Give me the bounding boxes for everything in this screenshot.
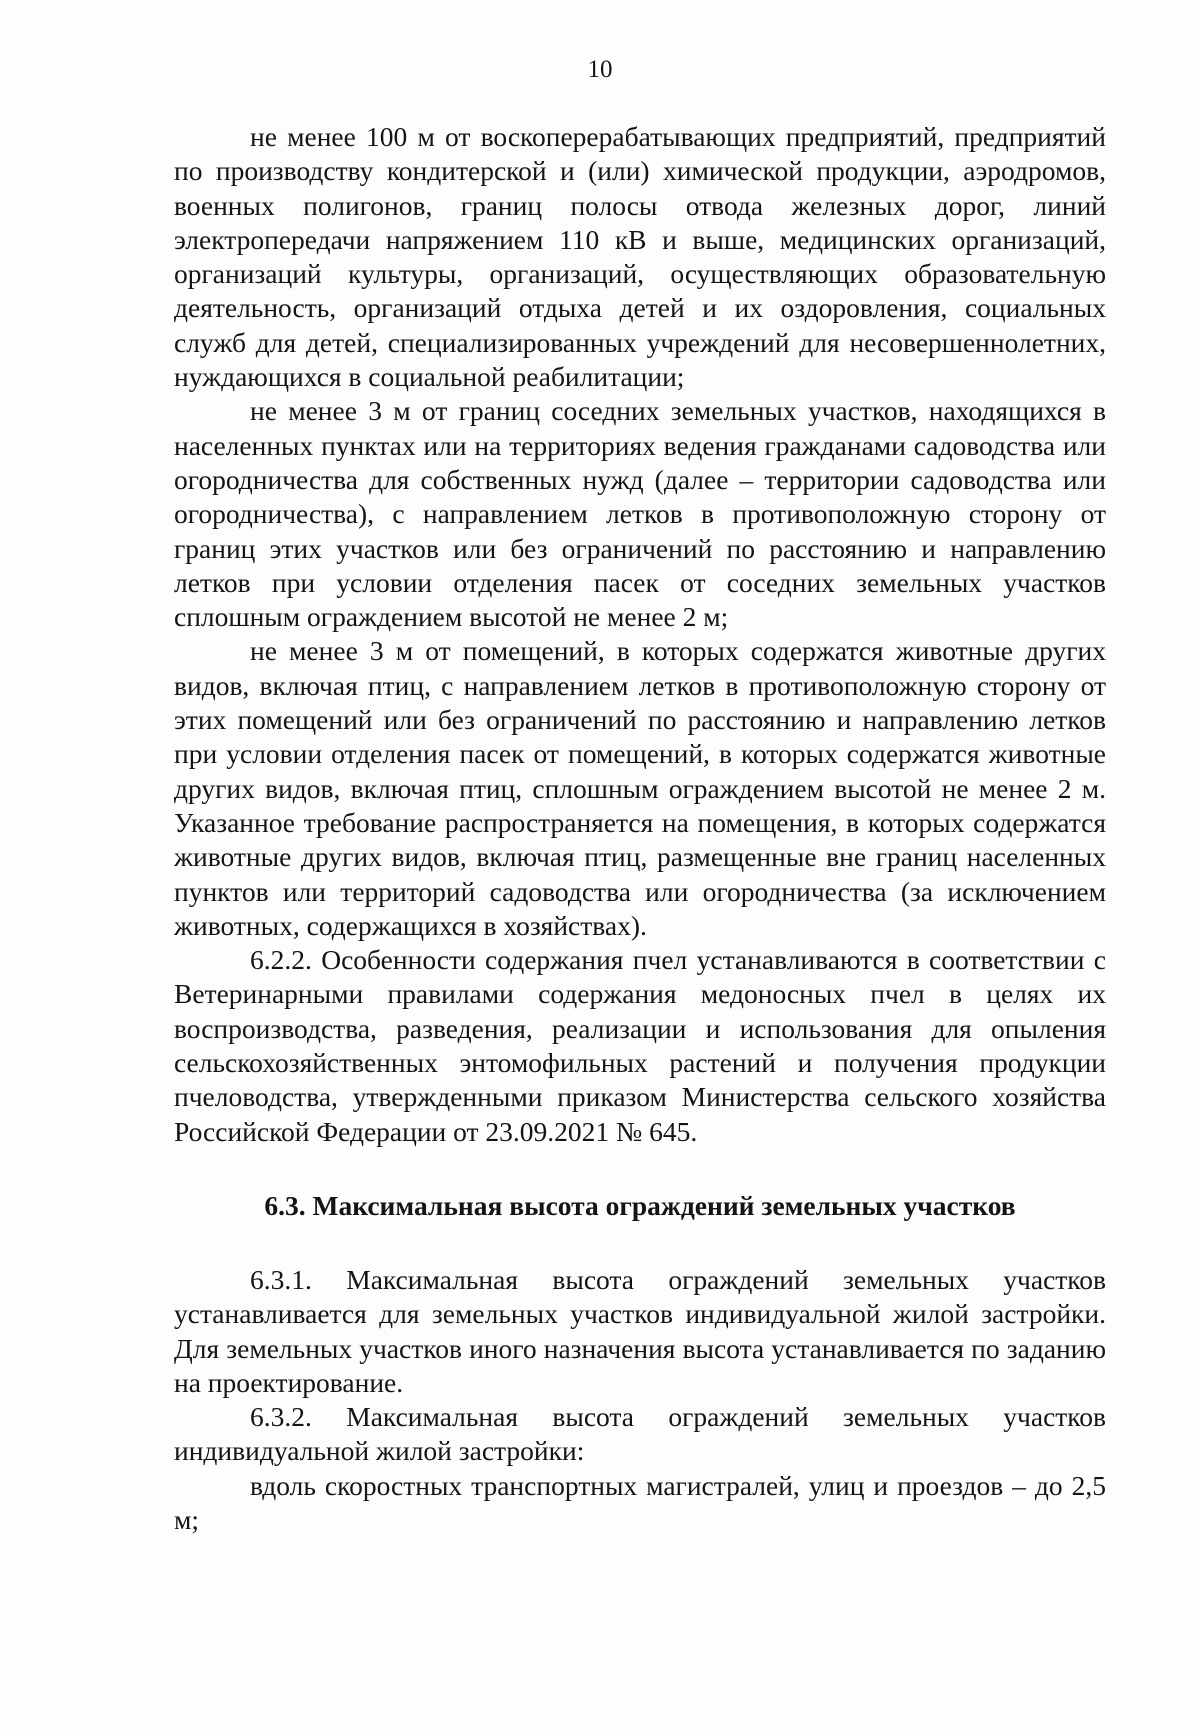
paragraph-6-3-1: 6.3.1. Максимальная высота ограждений земельных участков устанавливается для земельных участков индивидуальной жилой застройки. Для земельных участков иного назначения высота устанавливается по заданию на проектирование. [174,1263,1106,1398]
paragraph-apiary-distance-neighbor-plots: не менее 3 м от границ соседних земельных участков, находящихся в населенных пунктах или на территориях ведения гражданами садоводства или огородничества для собственных нужд (далее – территории садоводства или огородничества), с направлением летков в противоположную сторону от границ этих участков или без ограничений по расстоянию и направлению летков при условии отделения пасек от соседних земельных участков сплошным ограждением высотой не менее 2 м; [174,395,1106,633]
paragraph-apiary-distance-enterprises: не менее 100 м от воскоперерабатывающих предприятий, предприятий по производству кондитерской и (или) химической продукции, аэродромов, военных полигонов, границ полосы отвода железных дорог, линий электропередачи напряжением 110 кВ и выше, медицинских организаций, организаций культуры, организаций, осуществляющих образовательную деятельность, организаций отдыха детей и их оздоровления, социальных служб для детей, специализированных учреждений для несовершеннолетних, нуждающихся в социальной реабилитации; [174,121,1106,393]
paragraph-apiary-distance-animal-premises: не менее 3 м от помещений, в которых содержатся животные других видов, включая птиц, с направлением летков в противоположную сторону от этих помещений или без ограничений по расстоянию и направлению летков при условии отделения пасек от помещений, в которых содержатся животные других видов, включая птиц, сплошным ограждением высотой не менее 2 м. Указанное требование распространяется на помещения, в которых содержатся животные других видов, включая птиц, размещенные вне границ населенных пунктов или территорий садоводства или огородничества (за исключением животных, содержащихся в хозяйствах). [174,635,1106,941]
section-heading-6-3: 6.3. Максимальная высота ограждений земельных участков [264,1189,1016,1221]
paragraph-fence-height-roads: вдоль скоростных транспортных магистралей, улиц и проездов – до 2,5 м; [174,1469,1106,1535]
paragraph-6-3-2: 6.3.2. Максимальная высота ограждений земельных участков индивидуальной жилой застройки: [174,1401,1106,1467]
paragraph-6-2-2: 6.2.2. Особенности содержания пчел устанавливаются в соответствии с Ветеринарными правилами содержания медоносных пчел в целях их воспроизводства, разведения, реализации и использования для опыления сельскохозяйственных энтомофильных растений и получения продукции пчеловодства, утвержденными приказом Министерства сельского хозяйства Российской Федерации от 23.09.2021 № 645. [174,944,1106,1147]
document-body [174,120,1106,1537]
page-number: 10 [587,56,613,83]
